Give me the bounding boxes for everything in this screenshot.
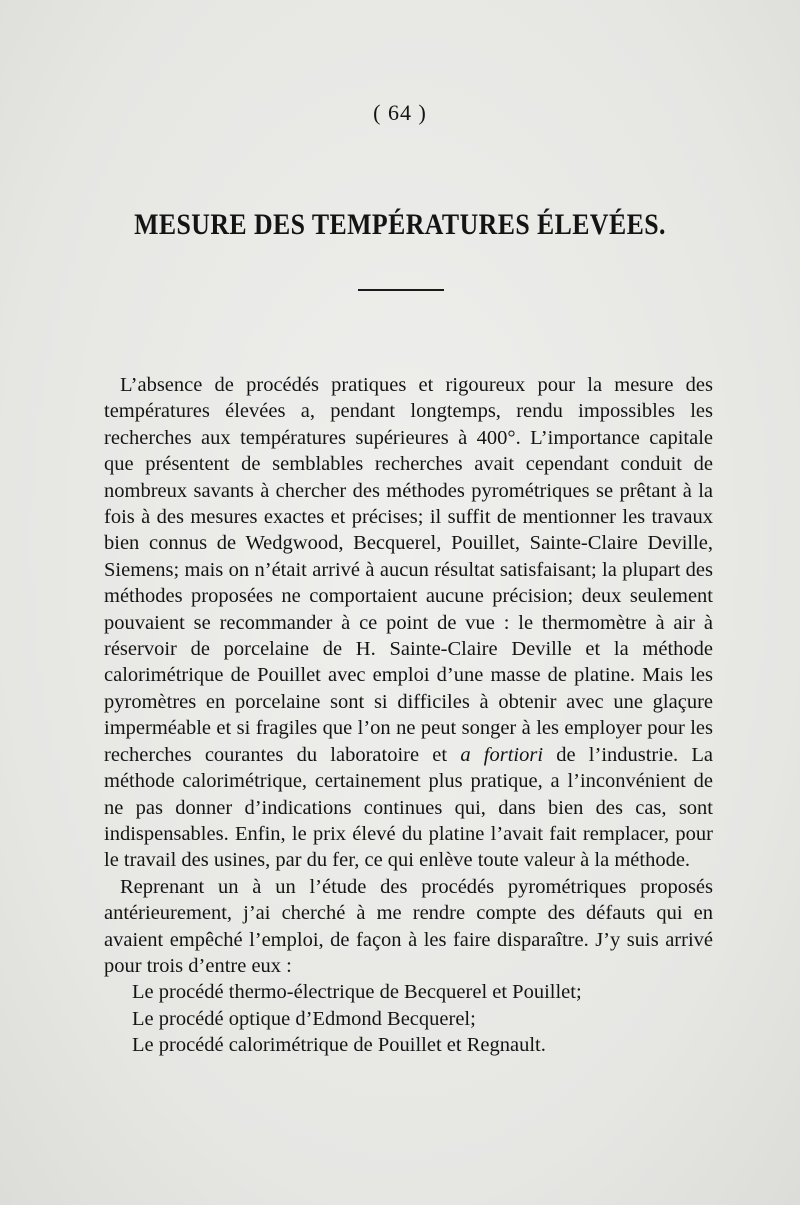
paragraph-intro-text-2: de l’industrie. La méthode calorimétrique, certainement plus pratique, a l’inconvénient de ne pas donner d’indications continues qui, dans bien des cas, sont indispensables. Enfin, le prix élevé du platine l’avait fait remplacer, pour le travail des usines, par du fer, ce qui enlève toute valeur à la méthode. — [104, 743, 714, 872]
title-divider — [358, 289, 444, 291]
body-text — [104, 372, 713, 1059]
paragraph-intro — [104, 372, 713, 874]
list-item: Le procédé thermo-électrique de Becquerel et Pouillet; — [132, 981, 582, 1004]
paragraph-intro-italic: a fortiori — [460, 743, 544, 766]
page-number: ( 64 ) — [373, 100, 427, 125]
paragraph-method: Reprenant un à un l’étude des procédés pyrométriques proposés antérieurement, j’ai cherché à me rendre compte des défauts qui en avaient empêché l’emploi, de façon à les faire disparaître. J’y suis arrivé pour trois d’entre eux : — [104, 875, 713, 977]
paragraph-intro-text-1: L’absence de procédés pratiques et rigoureux pour la mesure des températures élevées a, pendant longtemps, rendu impossibles les recherches aux températures supérieures à 400°. L’importance capitale que présentent de semblables recherches avait cependant conduit de nombreux savants à chercher des méthodes pyrométriques se prêtant à la fois à des mesures exactes et précises; il suffit de mentionner les travaux bien connus de Wedgwood, Becquerel, Pouillet, Sainte-Claire Deville, Siemens; mais on n’était arrivé à aucun résultat satisfaisant; la plupart des méthodes proposées ne comportaient aucune précision; deux seulement pouvaient se recommander à ce point de vue : le thermomètre à air à réservoir de porcelaine de H. Sainte-Claire Deville et la méthode calorimétrique de Pouillet avec emploi d’une masse de platine. Mais les pyromètres en porcelaine sont si difficiles à obtenir avec une glaçure imperméable et si fragiles que l’on ne peut songer à les employer pour les recherches courantes du laboratoire et — [104, 374, 713, 766]
list-item: Le procédé calorimétrique de Pouillet et Regnault. — [132, 1034, 546, 1057]
method-list — [104, 979, 713, 1058]
list-item: Le procédé optique d’Edmond Becquerel; — [132, 1007, 476, 1030]
chapter-title: MESURE DES TEMPÉRATURES ÉLEVÉES. — [134, 208, 666, 241]
